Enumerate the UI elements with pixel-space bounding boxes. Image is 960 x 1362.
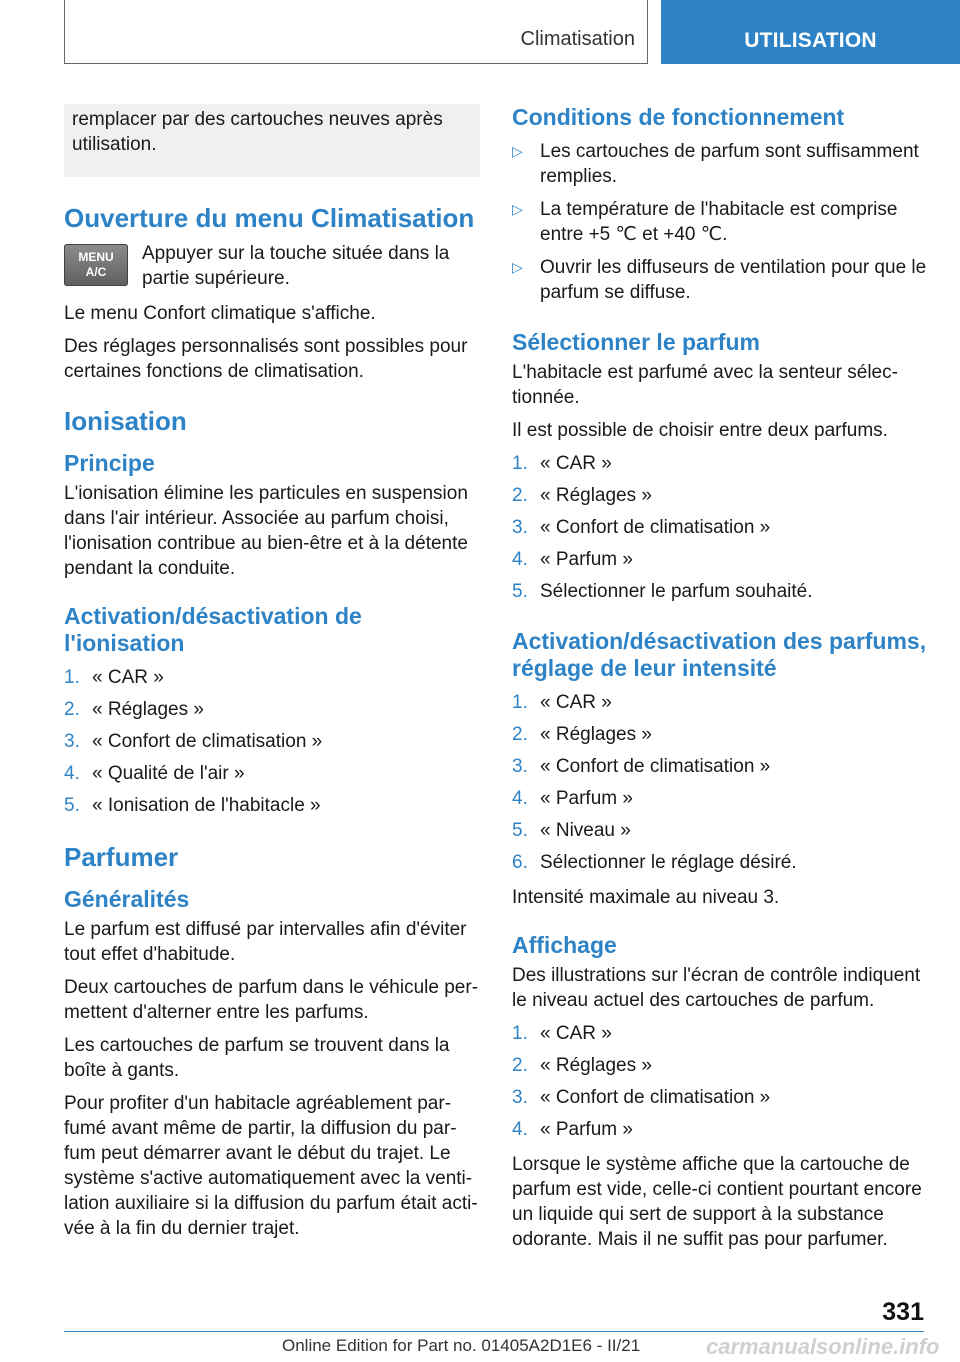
list-item: 1. « CAR » [512, 1023, 612, 1044]
select-heading: Sélectionner le parfum [512, 329, 760, 355]
menu-instruction: Appuyer sur la touche située dans la partie supérieure. [142, 243, 450, 289]
list-item: ▷ La température de l'habitacle est comprise entre +5 ℃ et +40 ℃. [512, 199, 898, 245]
menu-ac-button-icon [64, 244, 128, 286]
section-title: Climatisation [520, 28, 635, 50]
list-item: 1. « CAR » [512, 453, 612, 474]
right-column [512, 104, 928, 1260]
triangle-bullet-icon: ▷ [512, 201, 523, 217]
activation-heading: Activation/désactivation de l'ionisation [64, 603, 362, 656]
list-item: 5. « Niveau » [512, 820, 631, 841]
list-item: 5. Sélectionner le parfum souhaité. [512, 581, 813, 602]
select-steps [512, 451, 928, 604]
conditions-list [512, 139, 928, 305]
note-box: remplacer par des cartouches neuves après utilisation. [64, 104, 480, 177]
select-paragraph-2: Il est possible de choisir entre deux parfums. [512, 420, 888, 441]
list-item: ▷ Ouvrir les diffuseurs de ventilation pour que le parfum se diffuse. [512, 257, 927, 303]
list-item: 2. « Réglages » [512, 1055, 652, 1076]
chapter-tab[interactable]: UTILISATION [661, 0, 960, 64]
principe-heading: Principe [64, 450, 155, 476]
page-number: 331 [882, 1298, 924, 1326]
generalites-heading: Généralités [64, 886, 190, 912]
generalites-paragraph-4: Pour profiter d'un habitacle agréablement parfumé avant même de partir, la diffusion du parfum peut démarrer avant le début du trajet. Le système s'active automatiquement avec la ventilation auxiliaire si la diffusion du parfum était activée à la fin du dernier trajet. [64, 1093, 478, 1239]
footer-divider [64, 1331, 924, 1332]
list-item: 2. « Réglages » [512, 485, 652, 506]
list-item: 4. « Parfum » [512, 549, 633, 570]
display-steps [512, 1021, 928, 1142]
list-item: 3. « Confort de climatisation » [512, 756, 771, 777]
menu-heading: Ouverture du menu Climatisation [64, 203, 475, 233]
display-paragraph-1: Des illustrations sur l'écran de contrôle indiquent le niveau actuel des cartouches de parfum. [512, 965, 921, 1011]
left-column [64, 104, 480, 1249]
principe-text: L'ionisation élimine les particules en suspension dans l'air intérieur. Associée au parfum choisi, l'ionisation contribue au bien-être et à la détente pendant la conduite. [64, 483, 468, 579]
intensity-steps [512, 690, 928, 875]
parfumer-heading: Parfumer [64, 842, 179, 872]
list-item: ▷ Les cartouches de parfum sont suffisamment remplies. [512, 141, 919, 187]
list-item: 6. Sélectionner le réglage désiré. [512, 852, 797, 873]
intensity-note: Intensité maximale au niveau 3. [512, 887, 780, 908]
triangle-bullet-icon: ▷ [512, 143, 523, 159]
list-item: 1. « CAR » [512, 692, 612, 713]
list-item: 3. « Confort de climatisation » [512, 517, 771, 538]
header-frame [64, 0, 648, 64]
menu-key-line2: A/C [85, 265, 107, 279]
menu-key-line1: MENU [78, 250, 114, 264]
list-item: 2. « Réglages » [64, 699, 204, 720]
edition-text: Online Edition for Part no. 01405A2D1E6 - II/21 [282, 1336, 641, 1355]
list-item: 5. « Ionisation de l'habitacle » [64, 795, 321, 816]
list-item: 2. « Réglages » [512, 724, 652, 745]
conditions-heading: Conditions de fonctionnement [512, 104, 845, 130]
list-item: 1. « CAR » [64, 667, 164, 688]
generalites-paragraph-1: Le parfum est diffusé par intervalles afin d'éviter tout effet d'habitude. [64, 919, 467, 965]
list-item: 4. « Parfum » [512, 788, 633, 809]
list-item: 4. « Parfum » [512, 1119, 633, 1140]
list-item: 4. « Qualité de l'air » [64, 763, 245, 784]
list-item: 3. « Confort de climatisation » [512, 1087, 771, 1108]
menu-paragraph-2: Des réglages personnalisés sont possibles pour certaines fonctions de climatisation. [64, 336, 468, 382]
intensity-heading: Activation/désactivation des parfums, réglage de leur intensité [512, 628, 927, 681]
watermark: carmanualsonline.info [706, 1334, 940, 1359]
generalites-paragraph-3: Les cartouches de parfum se trouvent dans la boîte à gants. [64, 1035, 450, 1081]
activation-steps [64, 665, 480, 818]
menu-paragraph-1: Le menu Confort climatique s'affiche. [64, 303, 376, 324]
display-heading: Affichage [512, 932, 617, 958]
list-item: 3. « Confort de climatisation » [64, 731, 323, 752]
display-paragraph-2: Lorsque le système affiche que la cartouche de parfum est vide, celle-ci contient pourtant encore un liquide qui sert de support à la substance odorante. Mais il ne suffit pas pour parfumer. [512, 1154, 922, 1250]
select-paragraph-1: L'habitacle est parfumé avec la senteur sélectionnée. [512, 362, 898, 408]
generalites-paragraph-2: Deux cartouches de parfum dans le véhicule permettent d'alterner entre les parfums. [64, 977, 479, 1023]
triangle-bullet-icon: ▷ [512, 259, 523, 275]
menu-instruction-row [64, 241, 480, 291]
ionisation-heading: Ionisation [64, 406, 187, 436]
